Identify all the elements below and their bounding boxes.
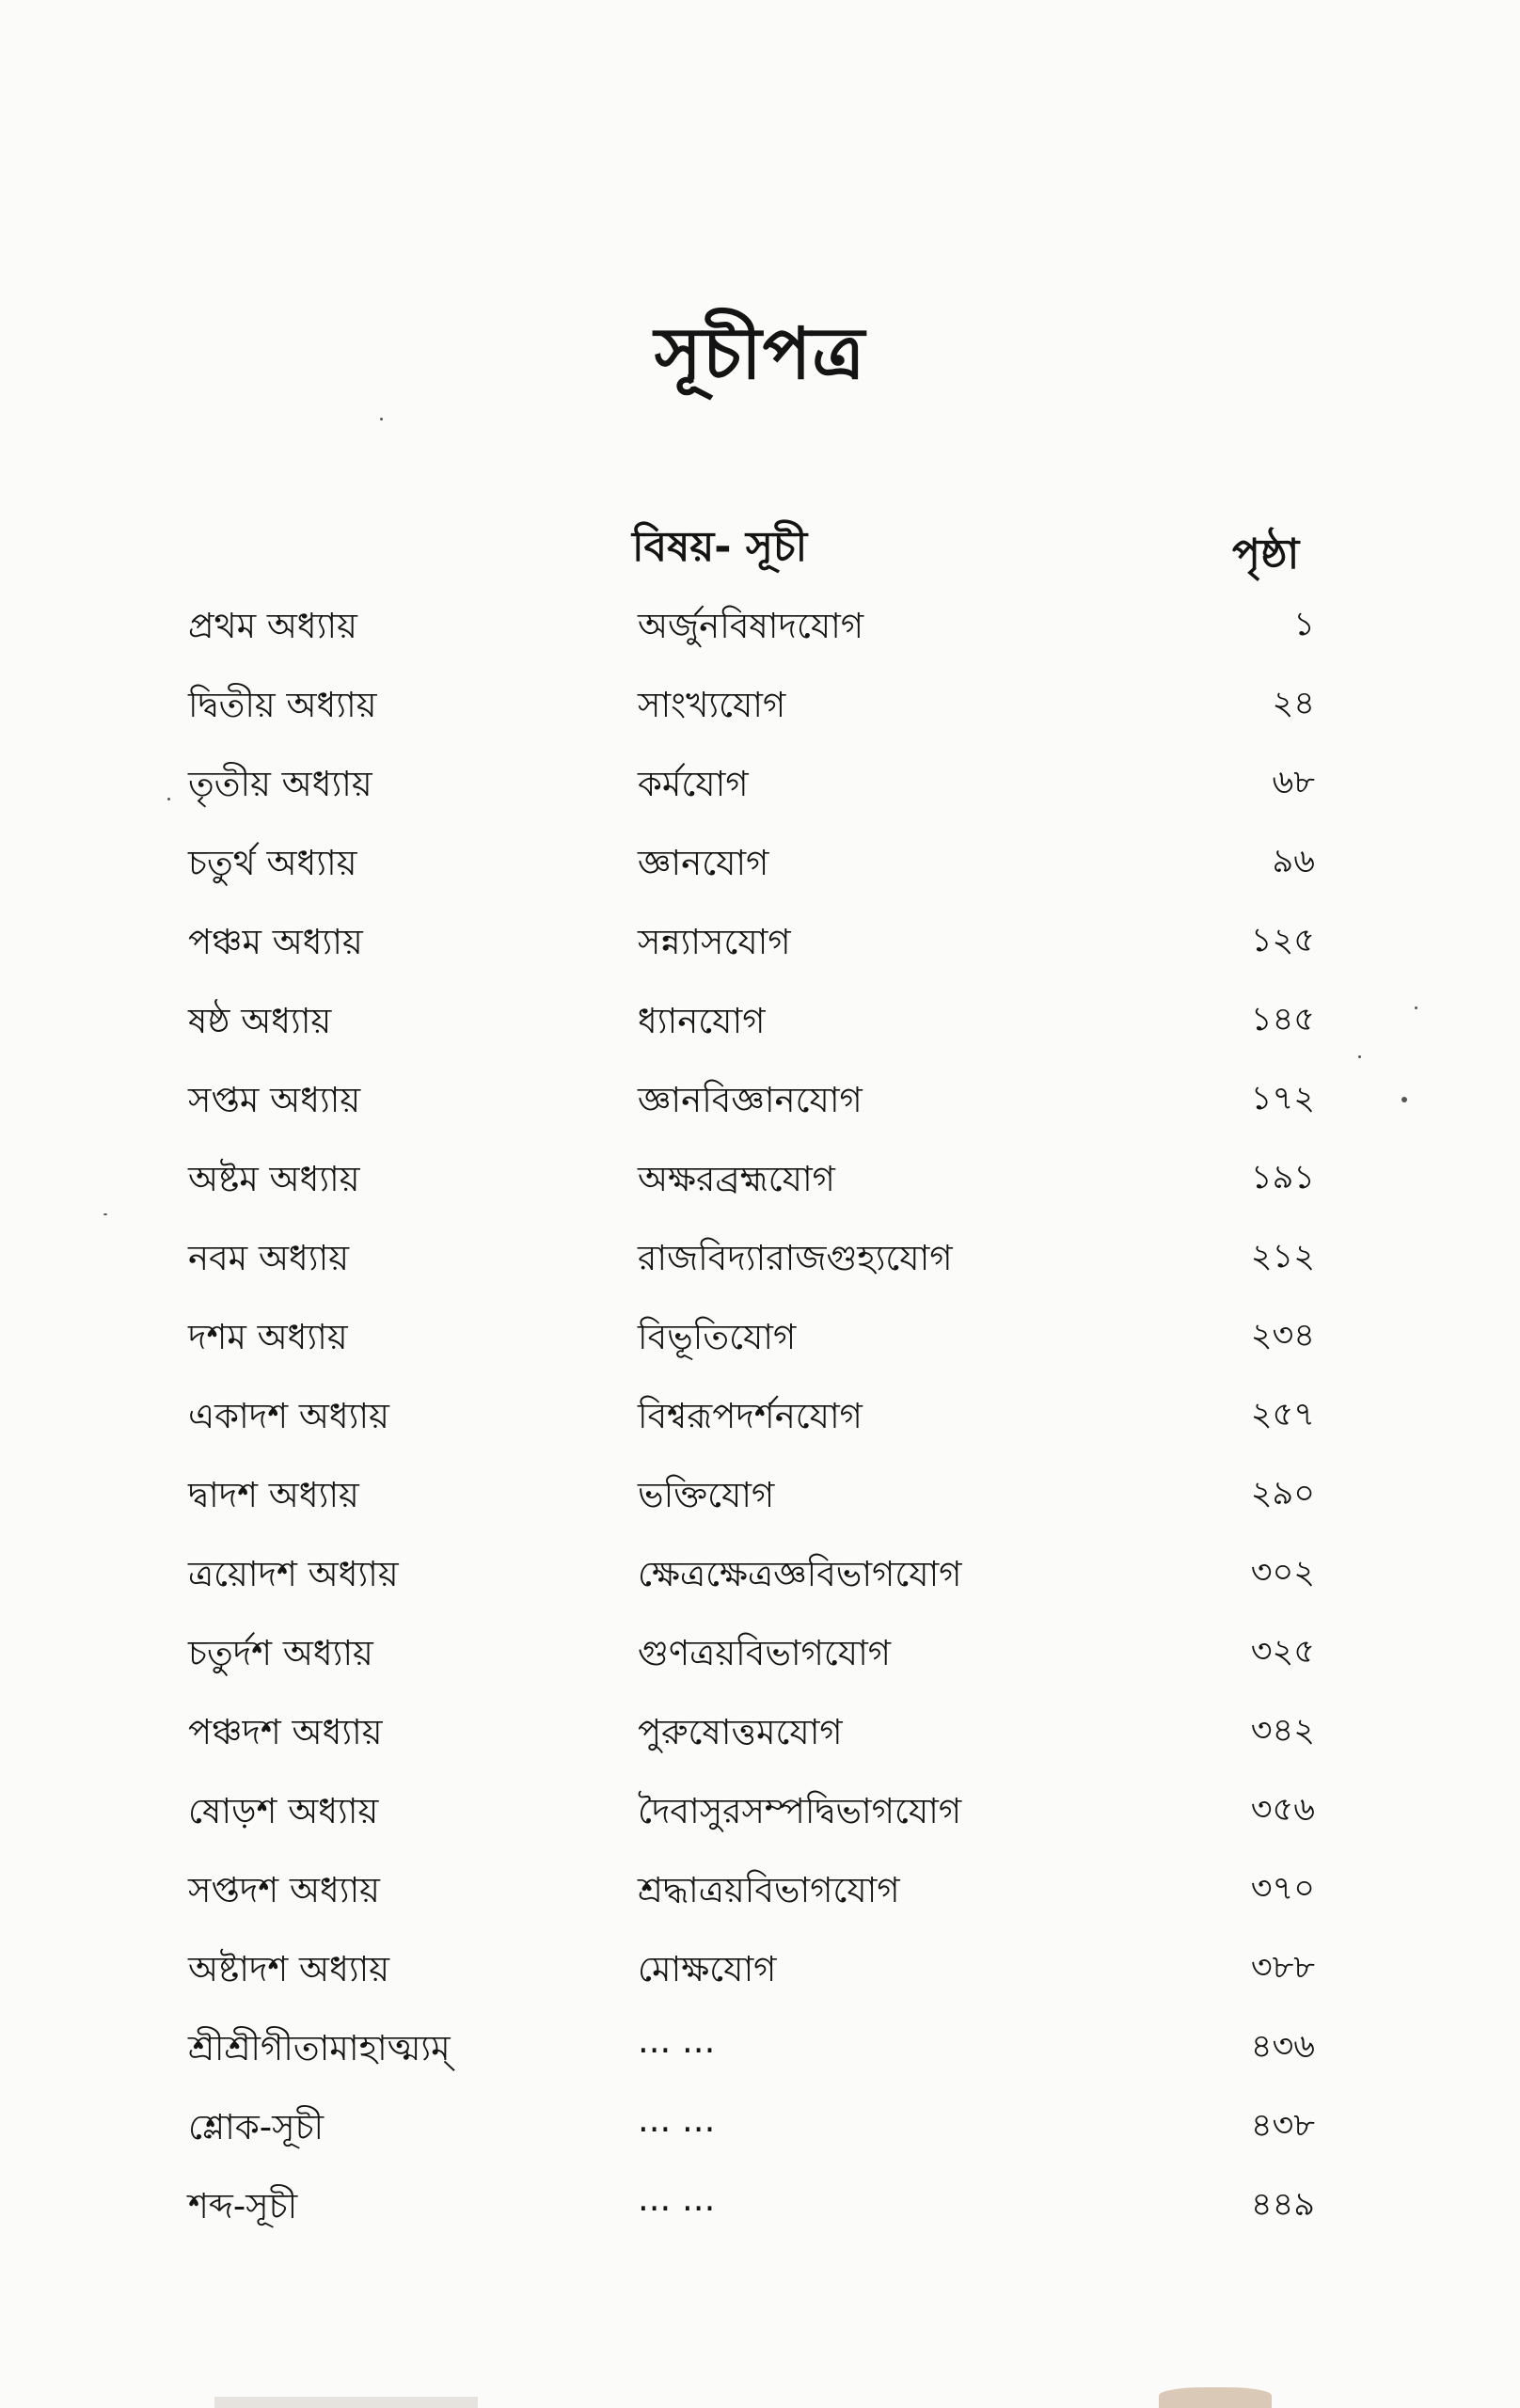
chapter-label: দ্বিতীয় অধ্যায় <box>188 685 377 725</box>
contents-row <box>0 1862 1520 1941</box>
page-number: ৪৩৮ <box>1250 2107 1315 2145</box>
page-number: ৩৮৮ <box>1250 1949 1315 1987</box>
contents-row <box>0 1783 1520 1862</box>
chapter-title: জ্ঞানযোগ <box>638 843 769 883</box>
contents-row <box>0 2020 1520 2099</box>
contents-row <box>0 993 1520 1072</box>
chapter-label: শ্লোক-সূচী <box>188 2107 325 2147</box>
chapter-label: ষোড়শ অধ্যায় <box>188 1791 379 1831</box>
page-number: ১৯১ <box>1250 1159 1315 1196</box>
chapter-label: পঞ্চম অধ্যায় <box>188 922 363 962</box>
chapter-title: জ্ঞানবিজ্ঞানযোগ <box>638 1080 863 1120</box>
contents-row <box>0 1546 1520 1625</box>
chapter-label: ষষ্ঠ অধ্যায় <box>188 1001 332 1041</box>
chapter-title: দৈবাসুরসম্পদ্বিভাগযোগ <box>638 1791 962 1831</box>
chapter-title: অক্ষরব্রহ্মযোগ <box>638 1159 835 1199</box>
dust-speck <box>103 1213 107 1215</box>
page-number: ১২৫ <box>1250 922 1315 959</box>
chapter-label: চতুর্দশ অধ্যায় <box>188 1633 373 1673</box>
contents-row <box>0 677 1520 756</box>
page-title: সূচীপত্র <box>654 311 866 395</box>
chapter-title: রাজবিদ্যারাজগুহ্যযোগ <box>638 1238 953 1278</box>
page-number: ১ <box>1293 606 1315 643</box>
contents-row <box>0 756 1520 835</box>
chapter-label: চতুর্থ অধ্যায় <box>188 843 357 883</box>
chapter-label: তৃতীয় অধ্যায় <box>188 764 372 804</box>
contents-row <box>0 1467 1520 1546</box>
chapter-title: বিশ্বরূপদর্শনযোগ <box>638 1396 863 1436</box>
chapter-label: সপ্তদশ অধ্যায় <box>188 1870 380 1910</box>
dust-speck <box>1358 1055 1361 1058</box>
chapter-title: সন্ন্যাসযোগ <box>638 922 791 962</box>
dust-speck <box>1415 1006 1417 1009</box>
contents-row <box>0 914 1520 993</box>
chapter-label: দশম অধ্যায় <box>188 1317 348 1357</box>
chapter-label: একাদশ অধ্যায় <box>188 1396 389 1436</box>
chapter-title: ... ... <box>638 2099 716 2140</box>
chapter-title: অর্জুনবিষাদযোগ <box>638 606 864 646</box>
page-number: ২৯০ <box>1250 1475 1315 1513</box>
page-number: ৪৪৯ <box>1250 2186 1315 2224</box>
chapter-title: সাংখ্যযোগ <box>638 685 786 725</box>
contents-row <box>0 1309 1520 1388</box>
page-number: ৩০২ <box>1250 1554 1315 1592</box>
paper-stain <box>1159 2387 1272 2408</box>
page-number: ২৩৪ <box>1250 1317 1315 1354</box>
contents-list <box>0 598 1520 2258</box>
contents-row <box>0 1230 1520 1309</box>
page-number: ৬৮ <box>1272 764 1315 801</box>
chapter-title: মোক্ষযোগ <box>638 1949 777 1989</box>
chapter-label: শ্রীশ্রীগীতামাহাত্ম্যম্ <box>188 2028 451 2068</box>
chapter-title: শ্রদ্ধাত্রয়বিভাগযোগ <box>638 1870 900 1910</box>
page-number: ৩৫৬ <box>1250 1791 1315 1829</box>
page-number: ২৫৭ <box>1250 1396 1315 1434</box>
subject-column-header: বিষয়- সূচী <box>632 523 808 571</box>
page-number: ৩২৫ <box>1250 1633 1315 1671</box>
chapter-title: ধ্যানযোগ <box>638 1001 766 1041</box>
chapter-label: শব্দ-সূচী <box>188 2186 298 2226</box>
chapter-title: গুণত্রয়বিভাগযোগ <box>638 1633 892 1673</box>
page-number: ২৪ <box>1272 685 1315 722</box>
chapter-label: পঞ্চদশ অধ্যায় <box>188 1712 383 1752</box>
chapter-label: সপ্তম অধ্যায় <box>188 1080 361 1120</box>
contents-row <box>0 1388 1520 1467</box>
page-number: ৪৩৬ <box>1250 2028 1315 2066</box>
contents-row <box>0 835 1520 914</box>
page-number: ২১২ <box>1250 1238 1315 1275</box>
page-number: ৩৪২ <box>1250 1712 1315 1750</box>
contents-row <box>0 1704 1520 1783</box>
chapter-label: দ্বাদশ অধ্যায় <box>188 1475 359 1515</box>
page-number: ৩৭০ <box>1250 1870 1315 1908</box>
chapter-label: অষ্টাদশ অধ্যায় <box>188 1949 390 1989</box>
chapter-title: পুরুষোত্তমযোগ <box>638 1712 843 1752</box>
chapter-title: ... ... <box>638 2020 716 2061</box>
contents-row <box>0 1941 1520 2020</box>
chapter-label: নবম অধ্যায় <box>188 1238 350 1278</box>
page-number: ১৭২ <box>1250 1080 1315 1117</box>
dust-speck <box>167 798 170 800</box>
chapter-title: ... ... <box>638 2178 716 2219</box>
chapter-title: বিভূতিযোগ <box>638 1317 797 1357</box>
contents-row <box>0 1625 1520 1704</box>
contents-row <box>0 2099 1520 2178</box>
chapter-title: ভক্তিযোগ <box>638 1475 775 1515</box>
contents-row <box>0 1151 1520 1230</box>
paper-stain <box>214 2397 478 2408</box>
page-column-header: পৃষ্ঠা <box>1232 531 1300 578</box>
contents-row <box>0 1072 1520 1151</box>
chapter-label: ত্রয়োদশ অধ্যায় <box>188 1554 399 1594</box>
chapter-label: প্রথম অধ্যায় <box>188 606 357 646</box>
page-number: ৯৬ <box>1272 843 1315 880</box>
dust-speck <box>1401 1097 1407 1102</box>
chapter-label: অষ্টম অধ্যায় <box>188 1159 360 1199</box>
chapter-title: ক্ষেত্রক্ষেত্রজ্ঞবিভাগযোগ <box>638 1554 962 1594</box>
contents-row <box>0 598 1520 677</box>
dust-speck <box>380 418 383 420</box>
chapter-title: কর্মযোগ <box>638 764 749 804</box>
contents-row <box>0 2178 1520 2258</box>
page-number: ১৪৫ <box>1250 1001 1315 1038</box>
